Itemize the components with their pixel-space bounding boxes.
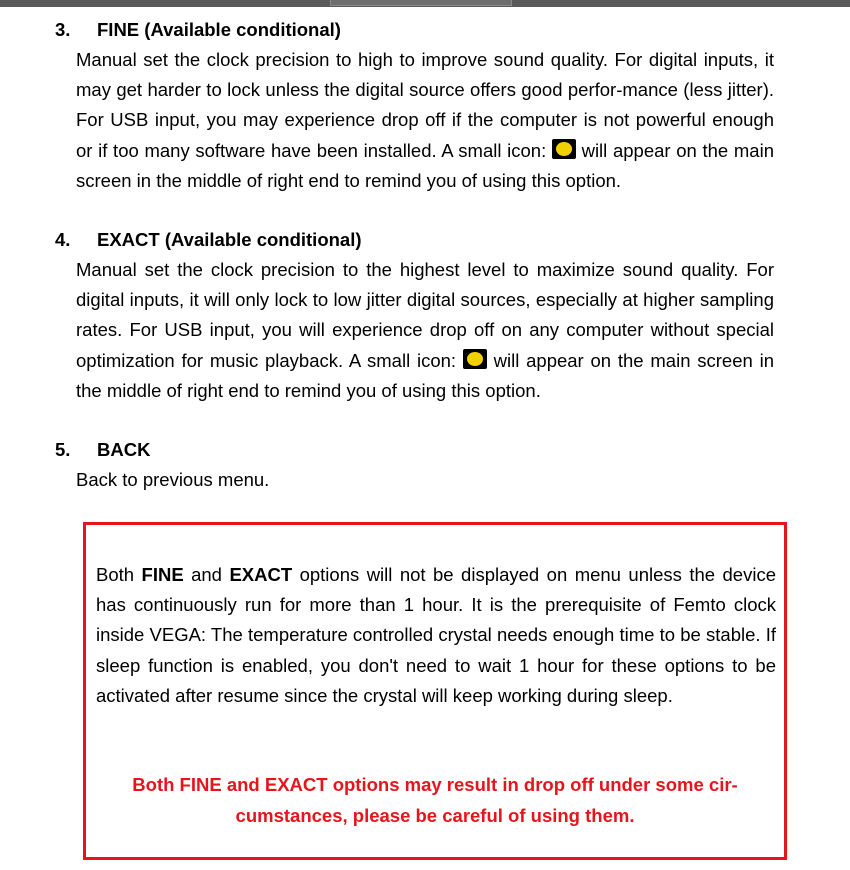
item-3-number: 3.: [55, 19, 71, 40]
viewer-top-bar: [0, 0, 850, 7]
notice-fine-keyword: FINE: [141, 564, 184, 585]
item-3-description: [76, 45, 774, 196]
notice-exact-keyword: EXACT: [229, 564, 293, 585]
notice-body: options will not be displayed on menu unless the device has continuously run for more than 1 hour. It is the prerequisite of Femto clock inside VEGA: The temperature controlled crystal needs enough time to be stable. If sleep function is enabled, you don't need to wait 1 hour for these options to be activated after resume since the crystal will keep working during sleep.: [96, 564, 776, 706]
notice-text: [96, 560, 776, 711]
item-4-text-before-icon: Manual set the clock precision to the highest level to maximize sound quality. For digital inputs, it will only lock to low jitter digital sources, especially at higher sampling rates. For USB input, you will experience drop off on any computer without special optimization for music playback. A small icon:: [76, 259, 774, 371]
item-3-text-after-icon: will appear on the main screen in the middle of right end to remind you of using this option.: [76, 139, 774, 191]
item-4-heading: [55, 225, 362, 255]
notice-box: [83, 522, 787, 860]
item-4-title: EXACT (Available conditional): [97, 229, 362, 250]
item-3-title: FINE (Available conditional): [97, 19, 341, 40]
notice-and: and: [183, 564, 230, 585]
yellow-dot-icon: [463, 349, 487, 369]
viewer-tab: [330, 0, 512, 6]
yellow-dot-icon: [552, 139, 576, 159]
item-5-number: 5.: [55, 439, 71, 460]
item-4-number: 4.: [55, 229, 71, 250]
item-4-text-after-icon: will appear on the main screen in the middle of right end to remind you of using this option.: [76, 349, 774, 401]
notice-warning: Both FINE and EXACT options may result in drop off under some cir-cumstances, please be careful of using them.: [132, 774, 738, 826]
item-4-description: [76, 255, 774, 406]
item-5-title: BACK: [97, 439, 151, 460]
item-5-description: Back to previous menu.: [76, 469, 270, 490]
item-3-text-before-icon: Manual set the clock precision to high to improve sound quality. For digital inputs, it may get harder to lock unless the digital source offers good perfor-mance (less jitter). For USB input, you may experience drop off if the computer is not powerful enough or if too many software have been installed. A small icon:: [76, 49, 774, 161]
notice-lead: Both: [96, 564, 142, 585]
item-3-heading: [55, 15, 341, 45]
item-5-heading: [55, 435, 150, 465]
